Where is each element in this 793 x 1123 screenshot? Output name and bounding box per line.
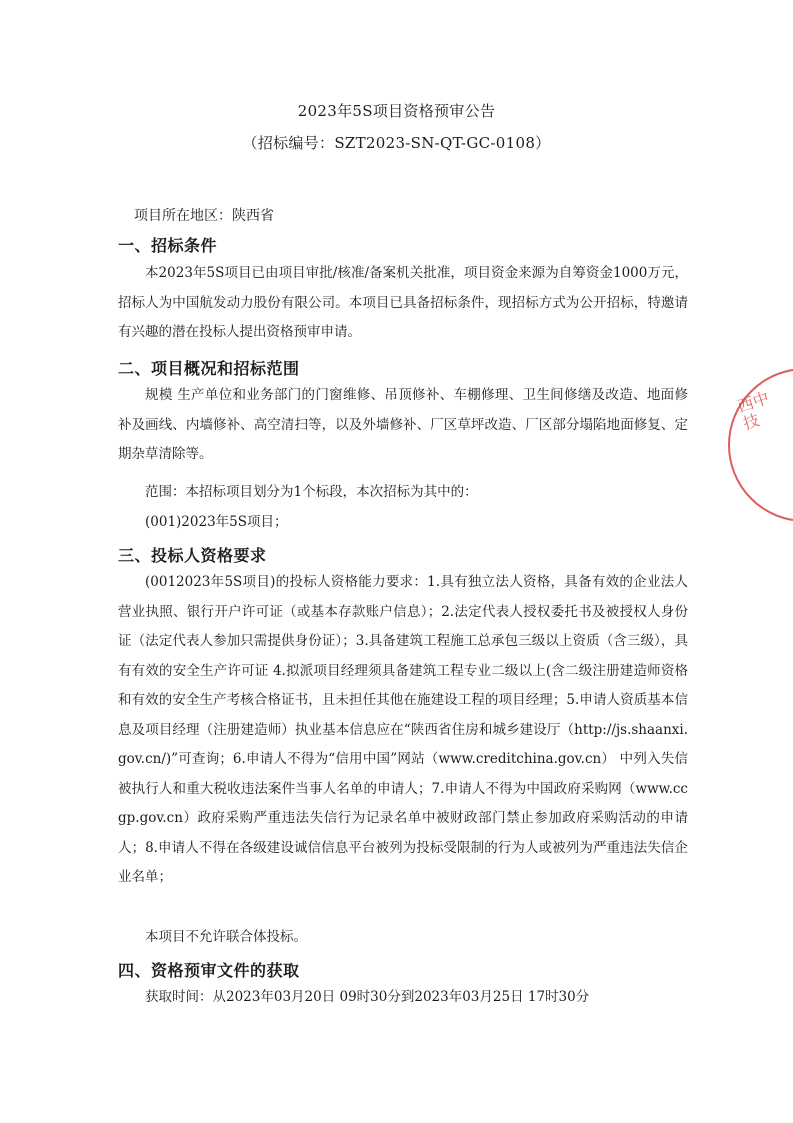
paragraph-project-scope: 范围：本招标项目划分为1个标段，本次招标为其中的： [145, 484, 478, 500]
bid-number: （招标编号：SZT2023-SN-QT-GC-0108） [242, 134, 551, 152]
seal-text: 西中技 [735, 388, 772, 434]
section-heading-document-acquisition: 四、资格预审文件的获取 [118, 961, 300, 980]
paragraph-qualification-requirements: (0012023年5S项目)的投标人资格能力要求：1.具有独立法人资格，具备有效的企业法人营业执照、银行开户许可证（或基本存款账户信息）；2.法定代表人授权委托书及被授权人身份证（法定代表人参加只需提供身份证）；3.具备建筑工程施工总承包三级以上资质（含三级），具有有效的安全生产许可证 4.拟派项目经理须具备建筑工程专业二级以上(含二级注册建造师资格和有效的安全生产考核合格证书，且未担任其他在施建设工程的项目经理；5.申请人资质基本信息及项目经理（注册建造师）执业基本信息应在“陕西省住房和城乡建设厅（http://js.shaanxi.gov.cn/)”可查询；6.申请人不得为“信用中国”网站（www.creditchina.gov.cn） 中列入失信被执行人和重大税收违法案件当事人名单的申请人；7.申请人不得为中国政府采购网（www.ccgp.gov.cn）政府采购严重违法失信行为记录名单中被财政部门禁止参加政府采购活动的申请人；8.申请人不得在各级建设诚信信息平台被列为投标受限制的行为人或被列为严重违法失信企业名单； [118, 574, 688, 885]
paragraph-bidding-conditions: 本2023年5S项目已由项目审批/核准/备案机关批准，项目资金来源为自筹资金1000万元，招标人为中国航发动力股份有限公司。本项目已具备招标条件，现招标方式为公开招标，特邀请有兴趣的潜在投标人提出资格预审申请。 [118, 265, 688, 340]
company-seal-stamp [728, 368, 793, 522]
paragraph-no-consortium: 本项目不允许联合体投标。 [145, 929, 307, 945]
project-region: 项目所在地区：陕西省 [134, 208, 274, 224]
paragraph-acquisition-time: 获取时间：从2023年03月20日 09时30分到2023年03月25日 17时30分 [145, 989, 590, 1005]
section-heading-qualification: 三、投标人资格要求 [118, 546, 267, 565]
section-heading-bidding-conditions: 一、招标条件 [118, 236, 218, 255]
paragraph-lot-item: (001)2023年5S项目； [145, 514, 288, 530]
document-title: 2023年5S项目资格预审公告 [297, 102, 496, 120]
paragraph-project-scale: 规模 生产单位和业务部门的门窗维修、吊顶修补、车棚修理、卫生间修缮及改造、地面修补及画线、内墙修补、高空清扫等，以及外墙修补、厂区草坪改造、厂区部分塌陷地面修复、定期杂草清除等。 [118, 387, 688, 462]
section-heading-project-overview: 二、项目概况和招标范围 [118, 359, 300, 378]
